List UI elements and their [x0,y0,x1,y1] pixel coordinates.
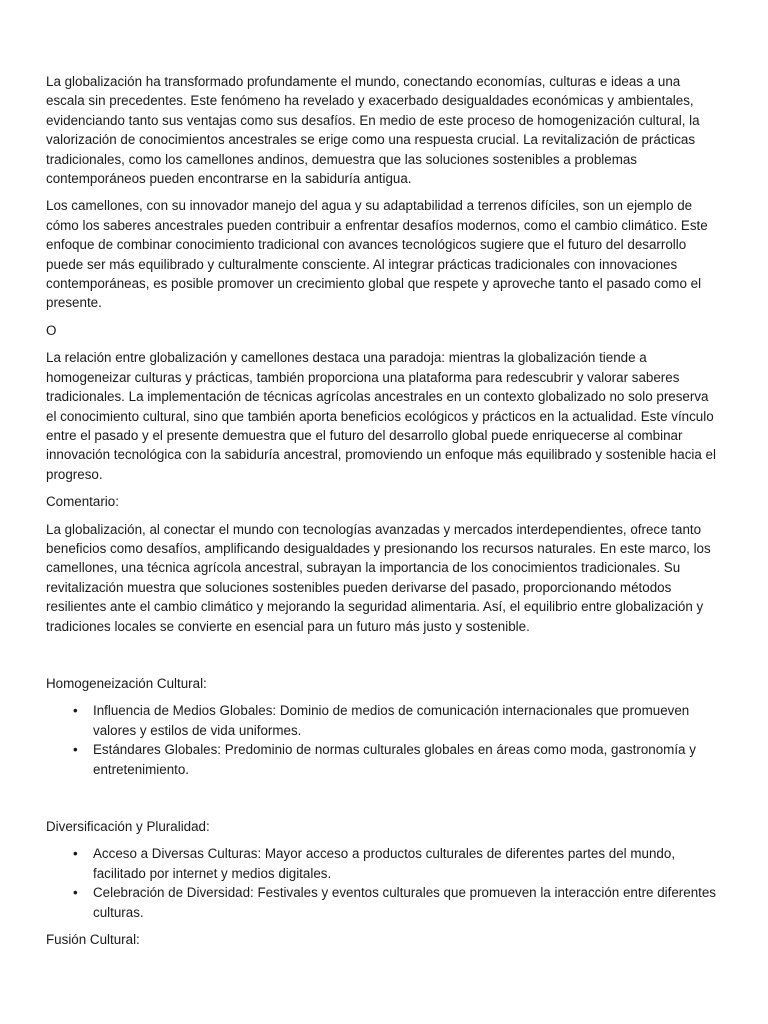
list-item [46,844,722,883]
heading-fusion: Fusión Cultural: [46,932,140,948]
list-item [46,740,722,779]
document-page [46,72,722,957]
list-item-text: Acceso a Diversas Culturas: Mayor acceso a productos culturales de diferentes partes del mundo, facilitado por internet y medios digitales. [93,846,676,881]
list-homogeneizacion [46,701,722,779]
blank-line [46,644,722,674]
paragraph-camellones: Los camellones, con su innovador manejo del agua y su adaptabilidad a terrenos difíciles, son un ejemplo de cómo los saberes ancestrales pueden contribuir a enfrentar desafíos modernos, como el cambio climático. Este enfoque de combinar conocimiento tradicional con avances tecnológicos sugiere que el futuro del desarrollo puede ser más equilibrado y culturalmente consciente. Al integrar prácticas tradicionales con innovaciones contemporáneas, es posible promover un crecimiento global que respete y aproveche tanto el pasado como el presente. [46,198,708,311]
paragraph-globalizacion-intro: La globalización ha transformado profundamente el mundo, conectando economías, culturas e ideas a una escala sin precedentes. Este fenómeno ha revelado y exacerbado desigualdades económicas y ambientales, evidenciando tanto sus ventajas como sus desafíos. En medio de este proceso de homogenización cultural, la valorización de conocimientos ancestrales se erige como una respuesta crucial. La revitalización de prácticas tradicionales, como los camellones andinos, demuestra que las soluciones sostenibles a problemas contemporáneos pueden encontrarse en la sabiduría antigua. [46,74,700,187]
bullet-icon: • [73,703,78,719]
paragraph-comentario-body: La globalización, al conectar el mundo con tecnologías avanzadas y mercados interdependientes, ofrece tanto beneficios como desafíos, amplificando desigualdades y presionando los recursos naturales. En este marco, los camellones, una técnica agrícola ancestral, subrayan la importancia de los conocimientos tradicionales. Su revitalización muestra que soluciones sostenibles pueden derivarse del pasado, proporcionando métodos resilientes ante el cambio climático y mejorando la seguridad alimentaria. Así, el equilibrio entre globalización y tradiciones locales se convierte en esencial para un futuro más justo y sostenible. [46,521,711,634]
list-item-text: Influencia de Medios Globales: Dominio de medios de comunicación internacionales que promueven valores y estilos de vida uniformes. [93,703,690,738]
paragraph-separator-o: O [46,322,57,338]
list-item-text: Estándares Globales: Predominio de normas culturales globales en áreas como moda, gastronomía y entretenimiento. [93,742,696,777]
bullet-icon: • [73,885,78,901]
paragraph-paradoja: La relación entre globalización y camellones destaca una paradoja: mientras la globalización tiende a homogeneizar culturas y prácticas, también proporciona una plataforma para redescubrir y valorar saberes tradicionales. La implementación de técnicas agrícolas ancestrales en un contexto globalizado no solo preserva el conocimiento cultural, sino que también aporta beneficios ecológicos y prácticos en la actualidad. Este vínculo entre el pasado y el presente demuestra que el futuro del desarrollo global puede enriquecerse al combinar innovación tecnológica con la sabiduría ancestral, promoviendo un enfoque más equilibrado y sostenible hacia el progreso. [46,350,716,482]
heading-homogeneizacion: Homogeneización Cultural: [46,675,207,691]
heading-diversificacion: Diversificación y Pluralidad: [46,819,210,834]
list-item [46,883,722,922]
bullet-icon: • [73,846,78,862]
paragraph-comentario-label: Comentario: [46,494,119,510]
list-item-text: Celebración de Diversidad: Festivales y eventos culturales que promueven la interacción entre diferentes culturas. [93,885,716,920]
list-item [46,701,722,740]
bullet-icon: • [73,742,78,758]
list-diversificacion [46,844,722,922]
blank-line [46,787,722,817]
